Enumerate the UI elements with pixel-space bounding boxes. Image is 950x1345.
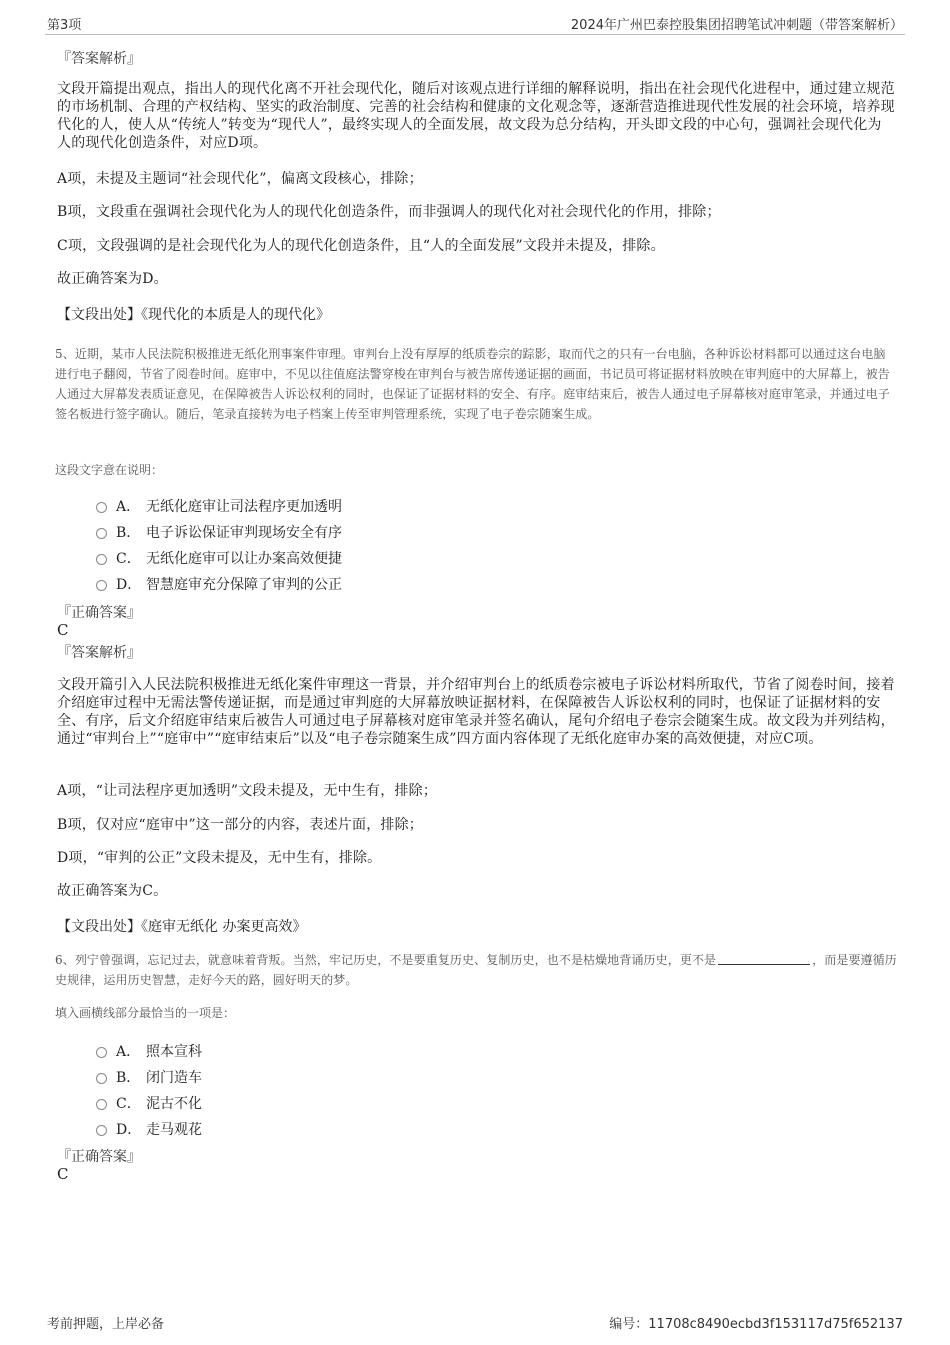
radio-button[interactable] <box>96 554 107 565</box>
q6-answer-label: 『正确答案』 <box>57 1149 141 1165</box>
radio-button[interactable] <box>96 502 107 513</box>
q6-answer: C <box>57 1165 69 1183</box>
document-title: 2024年广州巴泰控股集团招聘笔试冲刺题（带答案解析） <box>570 18 903 33</box>
q5-conclusion: 故正确答案为C。 <box>57 883 168 899</box>
q4-source: 【文段出处】《现代化的本质是人的现代化》 <box>57 307 330 323</box>
option-text: 闭门造车 <box>146 1070 202 1086</box>
option-key: D． <box>116 577 142 593</box>
document-id: 编号：11708c8490ecbd3f153117d75f652137 <box>609 1317 903 1332</box>
q6-option-a[interactable] <box>96 1041 202 1061</box>
footer-slogan: 考前押题，上岸必备 <box>47 1317 165 1332</box>
q6-option-d[interactable] <box>96 1119 202 1139</box>
q5-answer-label: 『正确答案』 <box>57 605 141 621</box>
option-key: A． <box>116 499 141 515</box>
q5-source: 【文段出处】《庭审无纸化 办案更高效》 <box>57 919 307 935</box>
option-key: A． <box>116 1044 141 1060</box>
option-text: 智慧庭审充分保障了审判的公正 <box>146 577 342 593</box>
option-text: 照本宣科 <box>146 1044 202 1060</box>
q4-conclusion: 故正确答案为D。 <box>57 271 168 287</box>
q5-option-c[interactable] <box>96 548 342 568</box>
option-key: D． <box>116 1122 142 1138</box>
radio-button[interactable] <box>96 580 107 591</box>
radio-button[interactable] <box>96 528 107 539</box>
q4-option-a-analysis: A项，未提及主题词“社会现代化”，偏离文段核心，排除； <box>57 171 423 187</box>
q6-prompt: 填入画横线部分最恰当的一项是： <box>55 1006 236 1020</box>
page-header <box>45 12 905 35</box>
q4-option-c-analysis: C项，文段强调的是社会现代化为人的现代化创造条件，且“人的全面发展”文段并未提及，排除。 <box>57 238 665 254</box>
option-text: 无纸化庭审让司法程序更加透明 <box>146 499 342 515</box>
radio-button[interactable] <box>96 1099 107 1110</box>
radio-button[interactable] <box>96 1125 107 1136</box>
page-number: 第3项 <box>47 18 82 33</box>
option-text: 泥古不化 <box>146 1096 202 1112</box>
q6-question <box>55 950 897 990</box>
q5-option-b[interactable] <box>96 522 342 542</box>
q4-option-b-analysis: B项，文段重在强调社会现代化为人的现代化创造条件，而非强调人的现代化对社会现代化的作用，排除； <box>57 204 721 220</box>
option-key: C． <box>116 551 141 567</box>
q5-option-d-analysis: D项，“审判的公正”文段未提及，无中生有，排除。 <box>57 850 382 866</box>
q4-analysis-label: 『答案解析』 <box>57 51 141 67</box>
blank-line <box>718 952 810 965</box>
option-text: 无纸化庭审可以让办案高效便捷 <box>146 551 342 567</box>
q5-option-a-analysis: A项，“让司法程序更加透明”文段未提及，无中生有，排除； <box>57 783 438 799</box>
q5-prompt: 这段文字意在说明： <box>55 463 164 477</box>
option-key: B． <box>116 1070 141 1086</box>
option-key: B． <box>116 525 141 541</box>
q5-option-b-analysis: B项，仅对应“庭审中”这一部分的内容，表述片面，排除； <box>57 817 424 833</box>
q6-question-part1: 6、列宁曾强调，忘记过去，就意味着背叛。当然，牢记历史，不是要重复历史、复制历史，也不是枯燥地背诵历史，更不是 <box>55 953 717 967</box>
q5-option-a[interactable] <box>96 496 342 516</box>
q6-option-b[interactable] <box>96 1067 202 1087</box>
option-text: 电子诉讼保证审判现场安全有序 <box>146 525 342 541</box>
q6-question-part2: ，而是要遵循历史规律，运用历史智慧，走好今天的路，圆好明天的梦。 <box>55 953 897 987</box>
q5-answer: C <box>57 621 69 639</box>
radio-button[interactable] <box>96 1047 107 1058</box>
option-key: C． <box>116 1096 141 1112</box>
q6-option-c[interactable] <box>96 1093 202 1113</box>
option-text: 走马观花 <box>146 1122 202 1138</box>
radio-button[interactable] <box>96 1073 107 1084</box>
q5-analysis-label: 『答案解析』 <box>57 645 141 661</box>
q5-option-d[interactable] <box>96 574 342 594</box>
page-footer <box>45 1311 905 1333</box>
q5-question: 5、近期，某市人民法院积极推进无纸化刑事案件审理。审判台上没有厚厚的纸质卷宗的踪影，取而代之的只有一台电脑，各种诉讼材料都可以通过这台电脑进行电子翻阅，节省了阅卷时间。庭审中，不见以往值庭法警穿梭在审判台与被告席传递证据的画面，书记员可将证据材料放映在审判庭中的大屏幕上，被告人通过大屏幕发表质证意见，在保障被告人诉讼权利的同时，也保证了证据材料的安全、有序。庭审结束后，被告人通过电子屏幕核对庭审笔录，并通过电子签名板进行签字确认。随后，笔录直接转为电子档案上传至审判管理系统，实现了电子卷宗随案生成。 <box>55 347 890 421</box>
q4-analysis: 文段开篇提出观点，指出人的现代化离不开社会现代化，随后对该观点进行详细的解释说明，指出在社会现代化进程中，通过建立规范的市场机制、合理的产权结构、坚实的政治制度、完善的社会结构和健康的文化观念等，逐渐营造推进现代性发展的社会环境，培养现代化的人，使人从“传统人”转变为“现代人”，最终实现人的全面发展，故文段为总分结构，开头即文段的中心句，强调社会现代化为人的现代化创造条件，对应D项。 <box>57 81 895 151</box>
q5-analysis: 文段开篇引入人民法院积极推进无纸化案件审理这一背景，并介绍审判台上的纸质卷宗被电子诉讼材料所取代，节省了阅卷时间，接着介绍庭审过程中无需法警传递证据，而是通过审判庭的大屏幕放映证据材料，在保障被告人诉讼权利的同时，也保证了证据材料的安全、有序，后文介绍庭审结束后被告人可通过电子屏幕核对庭审笔录并签名确认，尾句介绍电子卷宗会随案生成。故文段为并列结构，通过“审判台上”“庭审中”“庭审结束后”以及“电子卷宗随案生成”四方面内容体现了无纸化庭审办案的高效便捷，对应C项。 <box>57 677 895 747</box>
